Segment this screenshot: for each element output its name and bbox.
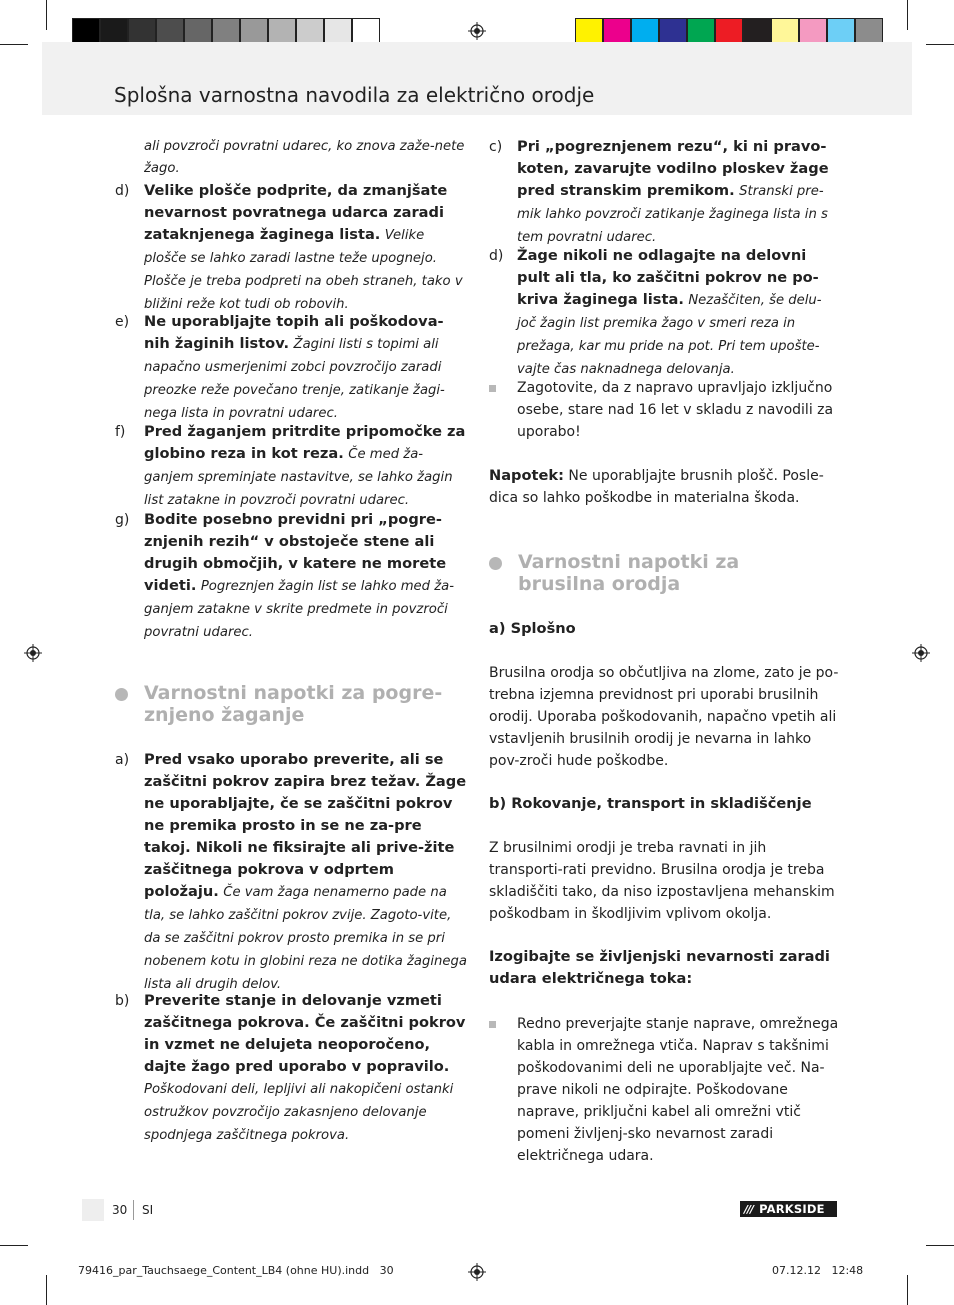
gray-swatch [352,18,380,45]
square-bullet-icon [489,1021,496,1028]
color-swatch [743,18,771,45]
print-date: 07.12.12 12:48 [772,1264,864,1277]
color-swatch [631,18,659,45]
parkside-logo [740,1201,837,1217]
color-swatch [575,18,603,45]
item-italic: Poškodovani deli, lepljivi ali nakopičeni ostanki ostružkov povzročijo zakasnjeno delovanje spodnjega zaščitnega pokrova. [144,1082,454,1143]
section-title: Varnostni napotki za pogre-znjeno žaganje [144,682,443,726]
subheading: b) Rokovanje, transport in skladiščenje [489,795,812,812]
gray-swatch [212,18,240,45]
registration-mark-icon [24,644,42,662]
item-bold: Ne uporabljajte topih ali poškodova-nih žaginih listov. [144,313,444,352]
gray-swatch [296,18,324,45]
item-italic: Stranski pre-mik lahko povzroči zatikanje žaginega lista in s tem povratni udarec. [517,184,828,245]
note-text: Ne uporabljajte brusnih plošč. Posle-dica so lahko poškodbe in materialna škoda. [489,468,824,506]
item-italic: Velike plošče se lahko zaradi lastne teže upognejo. Plošče je treba podpreti na obeh straneh, tako v bližini reže kot tudi ob robovih. [144,228,463,312]
item-label: b) [115,993,130,1009]
page-title: Splošna varnostna navodila za električno orodje [114,83,595,107]
gray-swatch [100,18,128,45]
note [489,465,839,509]
section-bullet-icon [115,688,128,701]
section-heading [115,682,469,730]
item-bold: Bodite posebno previdni pri „pogre-znjenih rezih“ v obstoječe stene ali drugih območjih, v katere ne morete videti. [144,511,447,594]
item-label: d) [489,248,504,264]
item-bold: Preverite stanje in delovanje vzmeti zaščitnega pokrova. Če zaščitni pokrov in vzmet ne delujeta neoporočeno, dajte žago pred uporabo v popravilo. [144,992,466,1075]
note-label: Napotek: [489,467,564,484]
section-title: Varnostni napotki za brusilna orodja [518,551,740,595]
language-code: SI [142,1203,154,1217]
gray-swatch [324,18,352,45]
subheading: a) Splošno [489,620,576,637]
registration-mark-icon [912,644,930,662]
crop-mark [0,44,28,45]
brand-name: PARKSIDE [759,1202,825,1216]
item-label: c) [489,139,503,155]
intro-text: ali povzroči povratni udarec, ko znova zaže-nete žago. [144,139,465,176]
page-number-box [82,1199,104,1221]
gray-swatch [184,18,212,45]
gray-swatch [268,18,296,45]
item-italic: Žagini listi s topimi ali napačno usmerjenimi zobci povzročijo zaradi preozke reže povečano trenje, zatikanje žagi-nega lista in povratni udarec. [144,337,445,421]
gray-swatch [240,18,268,45]
gray-swatch [72,18,100,45]
paragraph: Z brusilnimi orodji je treba ravnati in jih transporti-rati previdno. Brusilna orodja je treba skladiščiti tako, da niso izpostavljena mehanskim poškodbam in škodljivim vplivom okolja. [489,840,835,922]
item-bold: Pred vsako uporabo preverite, ali se zaščitni pokrov zapira brez težav. Žage ne uporabljajte, če se zaščitni pokrov ne premika prosto in se ne za-pre takoj. Nikoli ne fiksirajte ali prive-žite zaščitnega pokrova v odprtem položaju. [144,751,467,900]
section-heading [489,551,839,599]
crop-mark [926,1245,954,1246]
crop-mark [46,1275,47,1305]
item-label: a) [115,752,130,768]
item-italic: Pogreznjen žagin list se lahko med ža-ganjem zatakne v skrite predmete in povzroči povratni udarec. [144,579,454,640]
item-bold: Pred žaganjem pritrdite pripomočke za globino reza in kot reza. [144,423,466,462]
color-swatch [827,18,855,45]
paragraph: Brusilna orodja so občutljiva na zlome, zato je po-trebna izjemna previdnost pri uporabi brusilnih orodij. Uporaba poškodovanih, napačno vpetih ali vstavljenih brusilnih orodij je nevarna in lahko pov-zroči hude poškodbe. [489,665,839,769]
divider [133,1200,134,1220]
color-swatch [855,18,883,45]
bullet-text: Redno preverjajte stanje naprave, omrežnega kabla in omrežnega vtiča. Naprav s takšnimi poškodovanimi deli ne uporabljajte več. Na-prave nikoli ne odpirajte. Poškodovane naprave, priključni kabel ali omrežni vtič pomeni življenj-sko nevarnost zaradi električnega udara. [517,1016,839,1164]
crop-mark [0,1245,28,1246]
crop-mark [926,44,954,45]
registration-mark-icon [468,22,486,40]
color-swatch [659,18,687,45]
square-bullet-icon [489,385,496,392]
page-number: 30 [112,1203,128,1217]
registration-mark-icon [468,1263,486,1281]
item-bold: Žage nikoli ne odlagajte na delovni pult ali tla, ko zaščitni pokrov ne po-kriva žaginega lista. [517,247,819,308]
logo-stripes-icon: /// [744,1202,754,1216]
crop-mark [907,0,908,30]
item-italic: Če med ža-ganjem spreminjate nastavitve, se lahko žagin list zatakne in povzroči povratni udarec. [144,447,453,508]
color-swatch [771,18,799,45]
gray-swatch [156,18,184,45]
crop-mark [46,0,47,30]
gray-swatch [128,18,156,45]
file-info: 79416_par_Tauchsaege_Content_LB4 (ohne HU).indd 30 [78,1264,394,1277]
item-label: g) [115,512,130,528]
color-swatch [603,18,631,45]
color-swatch [715,18,743,45]
item-italic: Če vam žaga nenamerno pade na tla, se lahko zaščitni pokrov zvije. Zagoto-vite, da se zaščitni pokrov prosto premika in se pri nobenem kotu in globini reza ne dotika žaginega lista ali drugih delov. [144,885,467,992]
color-swatch [799,18,827,45]
warning-heading: Izogibajte se življenjski nevarnosti zaradi udara električnega toka: [489,948,830,987]
crop-mark [907,1275,908,1305]
item-label: e) [115,314,130,330]
item-label: d) [115,183,130,199]
bullet-text: Zagotovite, da z napravo upravljajo izključno osebe, stare nad 16 let v skladu z navodili za uporabo! [517,380,834,440]
item-bold: Pri „pogreznjenem rezu“, ki ni pravo-koten, zavarujte vodilno ploskev žage pred stranskim premikom. [517,138,829,199]
item-label: f) [115,424,126,440]
section-bullet-icon [489,557,502,570]
item-italic: Nezaščiten, še delu-joč žagin list premika žago v smeri reza in prežaga, kar mu pride na pot. Pri tem upošte-vajte čas naknadnega delovanja. [517,293,822,377]
item-bold: Velike plošče podprite, da zmanjšate nevarnost povratnega udarca zaradi zataknjenega žaginega lista. [144,182,448,243]
color-swatch [687,18,715,45]
